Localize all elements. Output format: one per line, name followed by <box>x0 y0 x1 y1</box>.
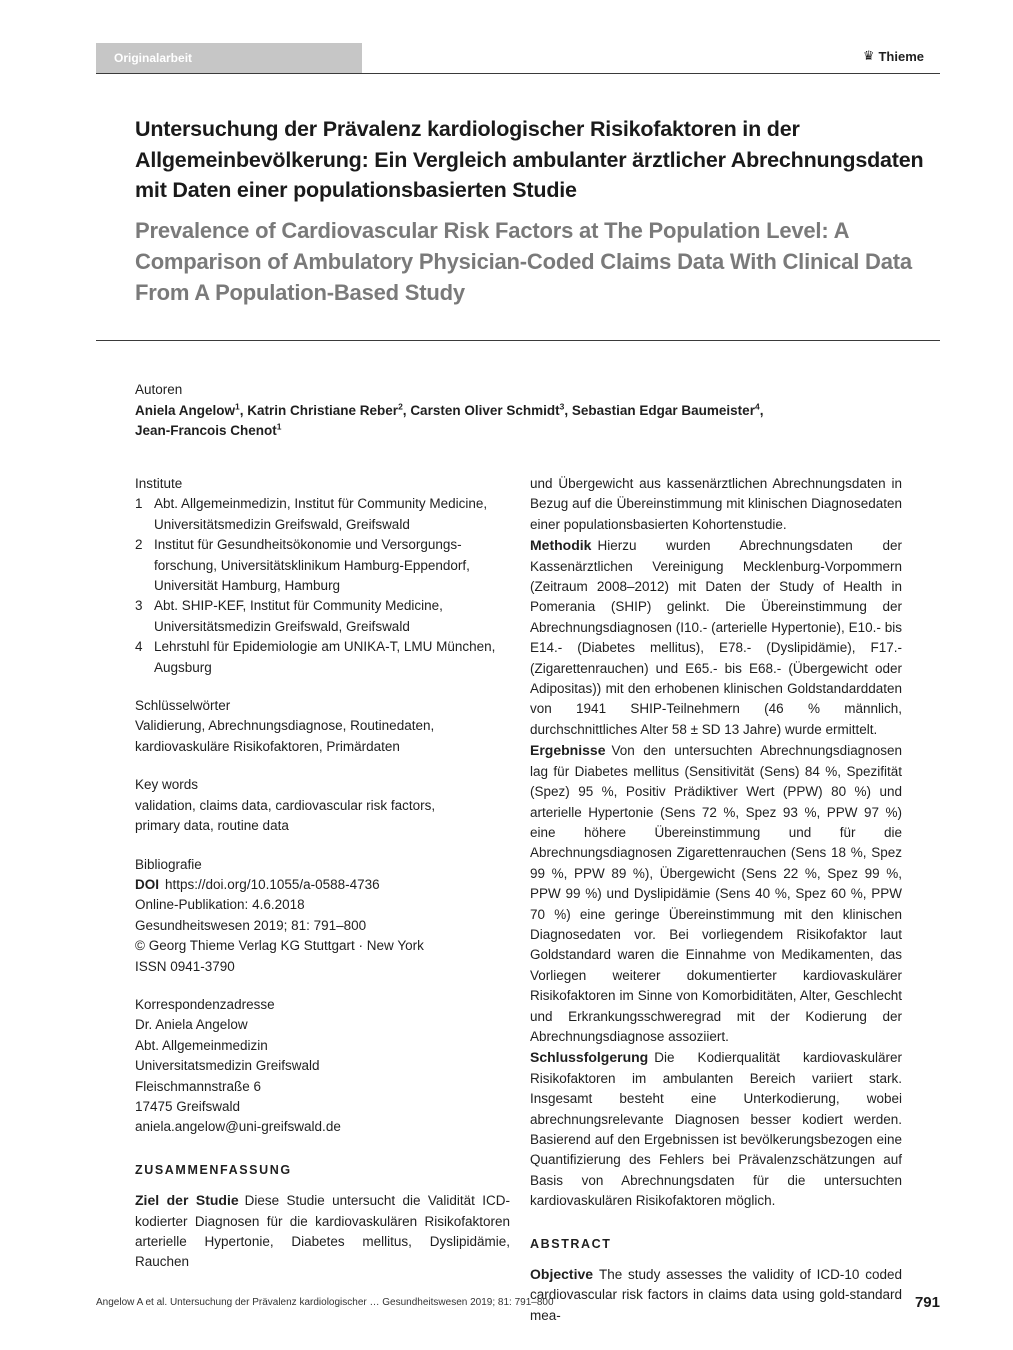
footer-citation: Angelow A et al. Untersuchung der Prävalenz kardiologischer … Gesundheitswesen 2019; 81: 791–800 <box>96 1297 554 1308</box>
publisher-logo <box>863 48 924 64</box>
bibliography-line: ISSN 0941-3790 <box>135 958 235 974</box>
right-column <box>530 474 902 1326</box>
correspondence-line: Universitatsmedizin Greifswald <box>135 1058 320 1074</box>
keywords-en-line: primary data, routine data <box>135 818 289 834</box>
institute-item: 3 Abt. SHIP-KEF, Institut für Community Medicine, Universitätsmedizin Greifswald, Greifswald <box>135 598 443 634</box>
ziel-paragraph: Ziel der Studie Diese Studie untersucht die Validität ICD-kodierter Diagnosen für die kardiovaskulären Risikofaktoren arterielle Hypertonie, Diabetes mellitus, Dyslipidämie, Rauchen <box>135 1192 510 1270</box>
title-german: Untersuchung der Prävalenz kardiologischer Risikofaktoren in der Allgemeinbevölkerung: Ein Vergleich ambulanter ärztlicher Abrechnungsdaten mit Daten einer populationsbasierten Studie <box>135 117 924 202</box>
left-column <box>135 474 510 1273</box>
bibliography-label: Bibliografie <box>135 856 202 872</box>
institute-item: 2 Institut für Gesundheitsökonomie und Versorgungs- forschung, Universitätsklinikum Hamburg-Eppendorf, Universität Hamburg, Hamburg <box>135 537 470 594</box>
author: Sebastian Edgar Baumeister$^4$, <box>571 401 764 418</box>
correspondence-line: Abt. Allgemeinmedizin <box>135 1037 268 1053</box>
title-divider <box>96 340 940 341</box>
institute-item: 1 Abt. Allgemeinmedizin, Institut für Community Medicine, Universitätsmedizin Greifswald, Greifswald <box>135 496 488 532</box>
keywords-de-line: kardiovaskuläre Risikofaktoren, Primärdaten <box>135 738 400 754</box>
publisher-name: Thieme <box>878 48 924 64</box>
abstract-heading: ABSTRACT <box>530 1236 612 1251</box>
author: Jean-Francois Chenot$^1$ <box>135 421 282 438</box>
author-list <box>135 401 835 441</box>
schlussfolgerung-paragraph: Schlussfolgerung Die Kodierqualität kardiovaskulärer Risikofaktoren im ambulanten Bereich variiert stark. Insgesamt besteht eine Unterkodierung, wobei abrechnungsrelevante Diagnosen besser kodiert werden. Basierend auf den Ergebnissen ist bevölkerungsbezogen eine Quantifizierung des Fehlers bei Prävalenzschätzungen auf Basis von Abrechnungsdaten für die untersuchten kardiovaskulären Risikofaktoren möglich. <box>530 1049 902 1209</box>
page-number: 791 <box>914 1294 940 1311</box>
methodik-paragraph: Methodik Hierzu wurden Abrechnungsdaten der Kassenärztlichen Vereinigung Mecklenburg-Vorpommern (Zeitraum 2008–2012) mit Daten der Study of Health in Pomerania (SHIP) gelinkt. Die Übereinstimmung der Abrechnungsdiagnosen (I10.- (arterielle Hypertonie), E10.- bis E14.- (Diabetes mellitus), E78.- (Dyslipidämie), F17.- (Zigarettenrauchen) und E65.- bis E68.- (Übergewicht oder Adipositas)) mit den erhobenen klinischen Goldstandarddaten von 1941 SHIP-Teilnehmern (46 % männlich, durchschnittliches Alter 58 ± SD 13 Jahre) wurde ermittelt. <box>530 537 902 737</box>
correspondence-line: 17475 Greifswald <box>135 1098 241 1114</box>
ergebnisse-paragraph: Ergebnisse Von den untersuchten Abrechnungsdiagnosen lag für Diabetes mellitus (Sensitivität (Sens) 84 %, Spezifität (Spez) 95 %, Positiv Prädiktiver Wert (PPW) 80 %) und arterielle Hypertonie (Sens 72 %, Spez 93 %, PPW 97 %) eine höhere Übereinstimmung und für die Abrechnungsdiagnosen Zigarettenrauchen (Sens 18 %, Spez 99 %, PPW 89 %), Übergewicht (Sens 22 %, Spez 99 %, PPW 99 %) und Dyslipidämie (Sens 40 %, Spez 60 %, PPW 70 %) eine geringe Übereinstimmung mit den klinischen Diagnosedaten vor. Bei vorliegendem Risikofaktor laut Goldstandard waren die Einnahme von Medikamenten, das Vorliegen weiterer dokumentierter kardiovaskulärer Risikofaktoren im Sinne von Komorbiditäten, Alter, Geschlecht und Erkrankungsschweregrad mit der Kodierung der Abrechnungsdiagnose assoziiert. <box>530 742 902 1044</box>
objective-paragraph: Objective The study assesses the validity of ICD-10 coded cardiovascular risk factors in claims data using gold-standard mea- <box>530 1266 902 1323</box>
section-label: Originalarbeit <box>96 43 362 74</box>
thieme-logo-icon: ♛ <box>862 48 875 63</box>
bibliography-line: Gesundheitswesen 2019; 81: 791–800 <box>135 917 367 933</box>
zusammenfassung-heading: ZUSAMMENFASSUNG <box>135 1162 292 1177</box>
bibliography-line: © Georg Thieme Verlag KG Stuttgart · New York <box>135 938 424 954</box>
keywords-en-label: Key words <box>135 777 199 793</box>
keywords-de-line: Validierung, Abrechnungsdiagnose, Routinedaten, <box>135 718 435 734</box>
institute-item: 4 Lehrstuhl für Epidemiologie am UNIKA-T, LMU München, Augsburg <box>135 639 496 675</box>
correspondence-label: Korrespondenzadresse <box>135 996 275 1012</box>
correspondence-line: Fleischmannstraße 6 <box>135 1078 262 1094</box>
doi-line: DOI https://doi.org/10.1055/a-0588-4736 <box>135 876 380 892</box>
ziel-paragraph-continued: und Übergewicht aus kassenärztlichen Abrechnungsdaten in Bezug auf die Übereinstimmung mit klinischen Diagnosedaten einer populationsbasierten Kohortenstudie. <box>530 476 902 532</box>
title-english: Prevalence of Cardiovascular Risk Factors at The Population Level: A Comparison of Ambulatory Physician-Coded Claims Data With Clinical Data From A Population-Based Study <box>135 218 912 305</box>
bibliography-line: Online-Publikation: 4.6.2018 <box>135 897 305 913</box>
header-divider <box>96 73 940 74</box>
author: Katrin Christiane Reber$^2$, <box>247 401 411 418</box>
doi-link[interactable]: https://doi.org/10.1055/a-0588-4736 <box>165 876 380 892</box>
keywords-de-label: Schlüsselwörter <box>135 698 231 714</box>
author: Carsten Oliver Schmidt$^3$, <box>410 401 572 418</box>
keywords-en-line: validation, claims data, cardiovascular risk factors, <box>135 797 436 813</box>
correspondence-email[interactable]: aniela.angelow@uni-greifswald.de <box>135 1119 341 1135</box>
authors-label: Autoren <box>135 382 183 397</box>
correspondence-line: Dr. Aniela Angelow <box>135 1017 248 1033</box>
author: Aniela Angelow$^1$, <box>135 401 248 418</box>
institutes-label: Institute <box>135 476 183 491</box>
